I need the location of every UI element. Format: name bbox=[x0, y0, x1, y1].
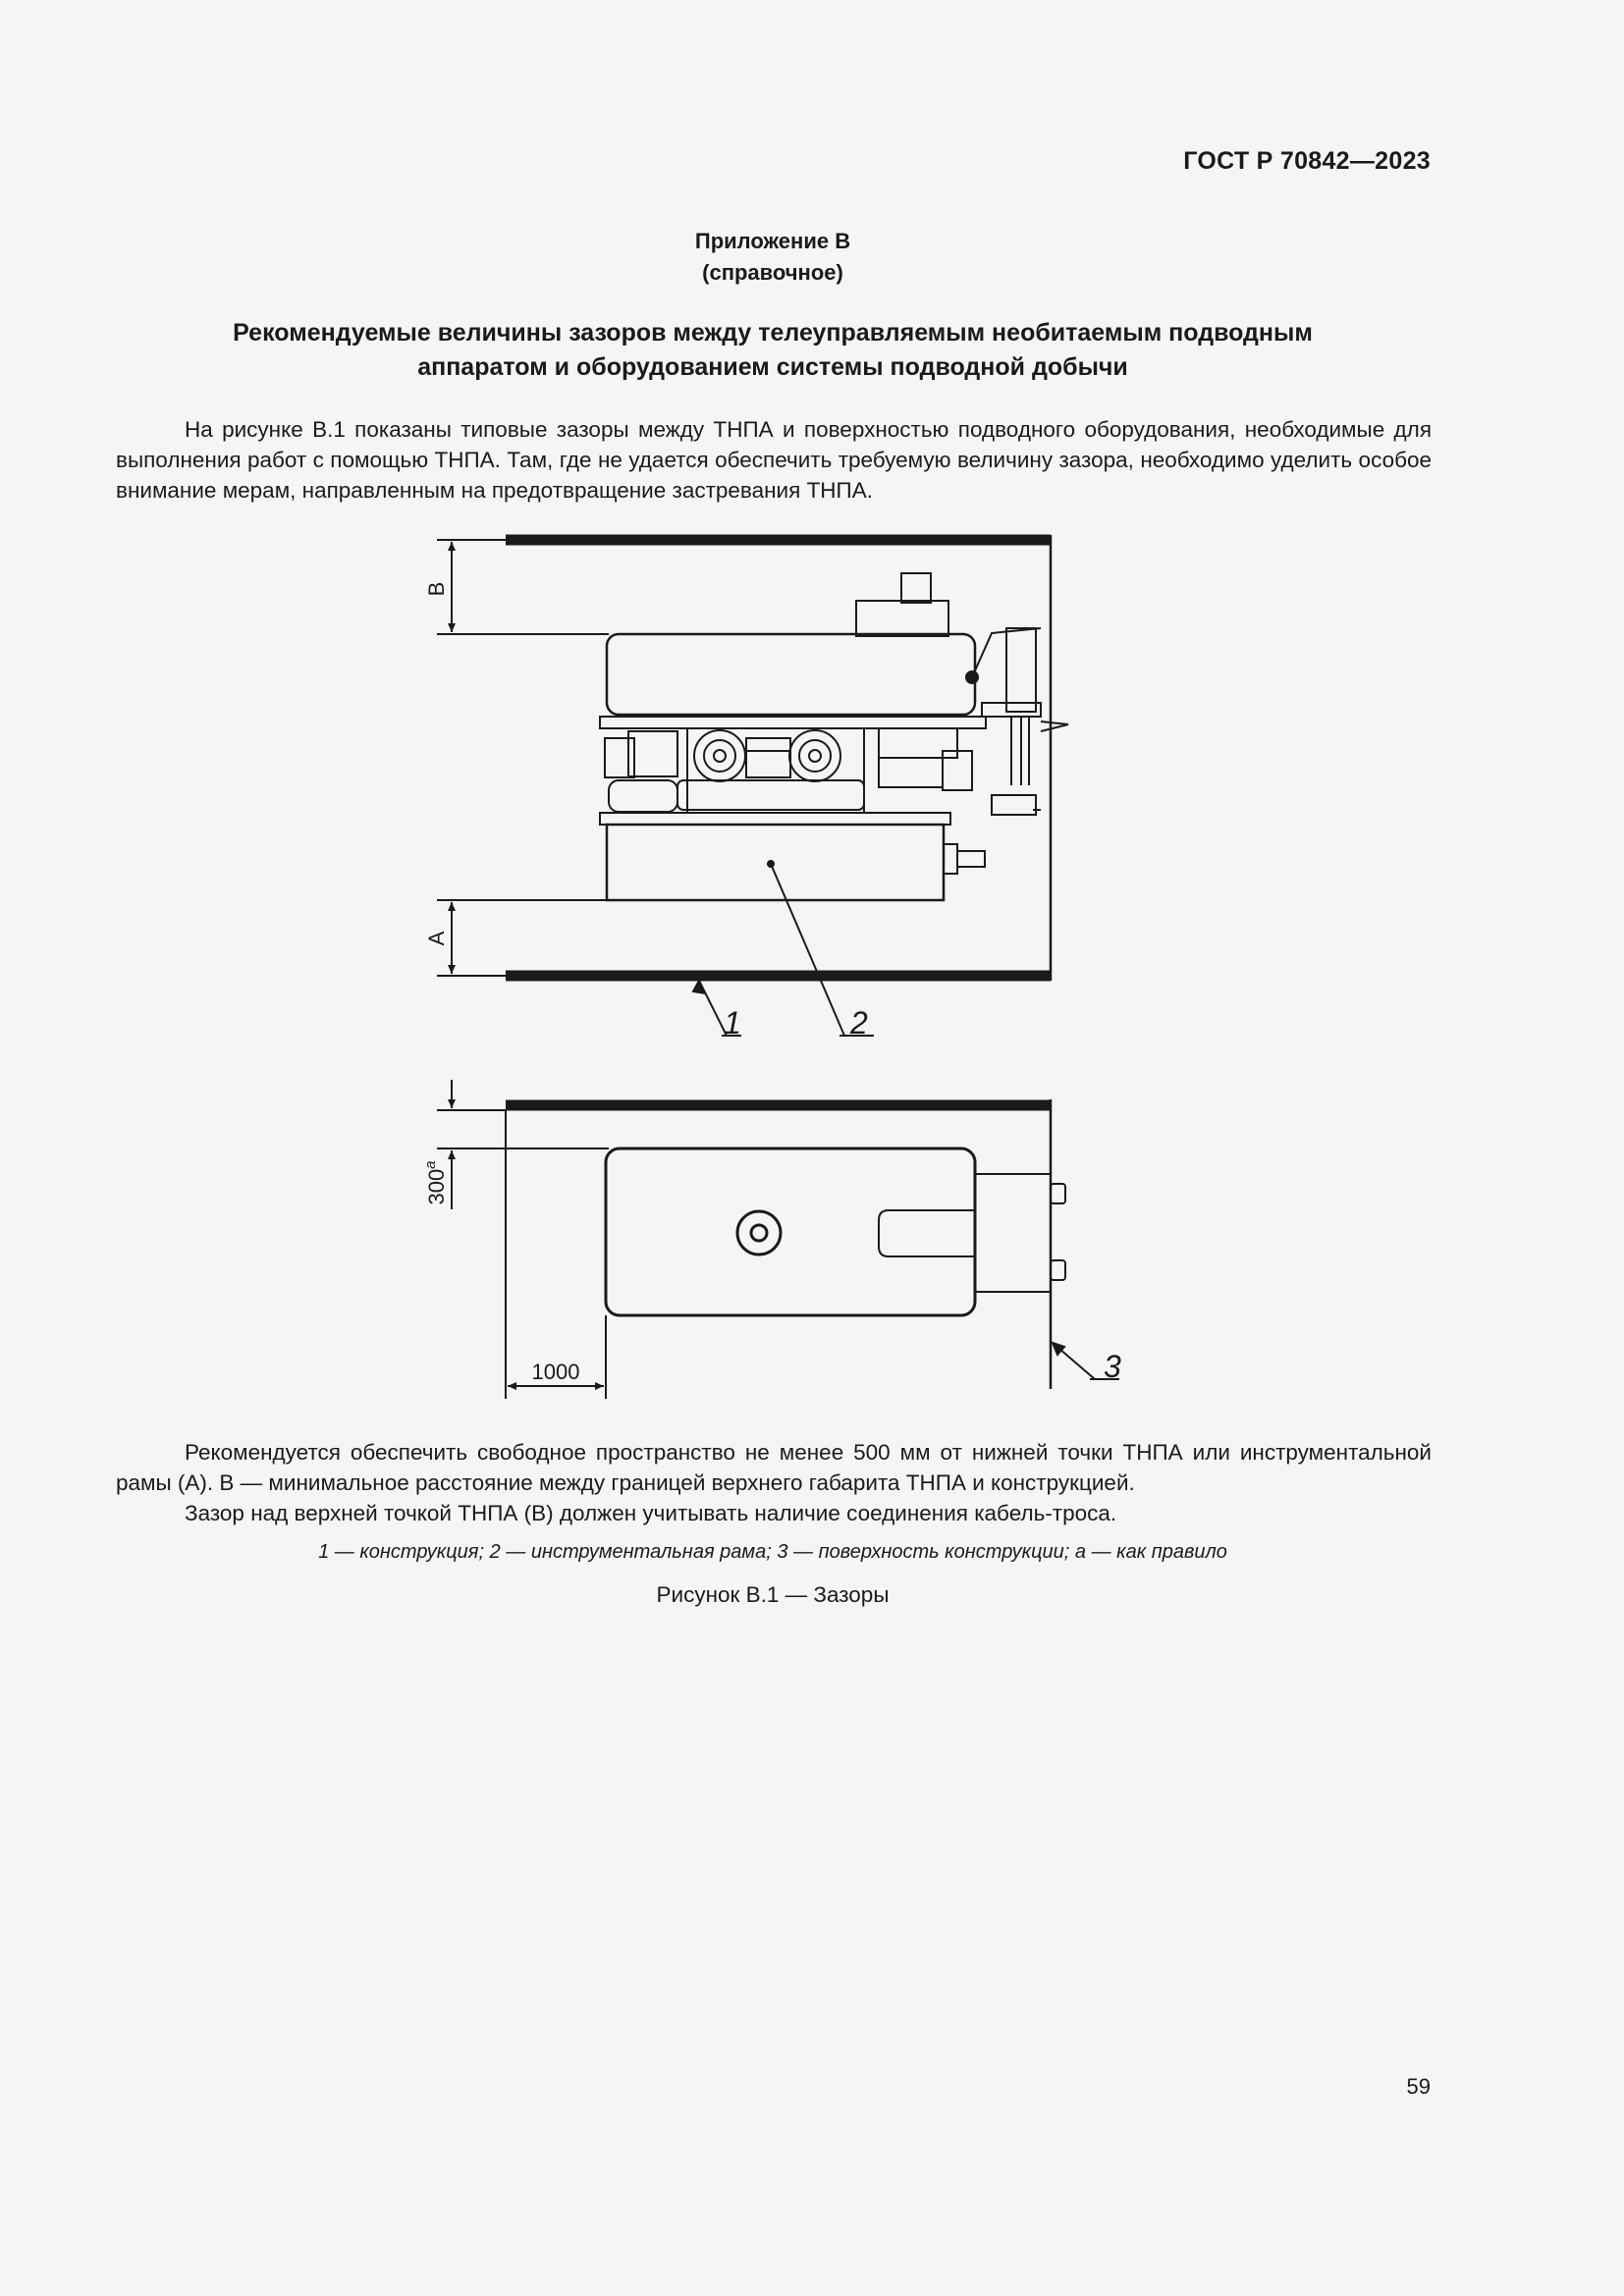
rov-top-cap bbox=[901, 573, 931, 603]
note-2: Зазор над верхней точкой ТНПА (В) должен учитывать наличие соединения кабель-троса. bbox=[185, 1501, 1117, 1525]
tool-frame bbox=[607, 825, 944, 900]
page-number: 59 bbox=[1406, 2074, 1431, 2099]
section-title-line-2: аппаратом и оборудованием системы подводной добычи bbox=[417, 353, 1128, 381]
note-1: Рекомендуется обеспечить свободное пространство не менее 500 мм от нижней точки ТНПА или инструментальной рамы (А). В — минимальное расстояние между границей верхнего габарита ТНПА и конструкцией. bbox=[116, 1440, 1432, 1495]
rov-upper-hull bbox=[607, 634, 975, 715]
dim-a-label: A bbox=[424, 931, 449, 946]
dim-300-label bbox=[422, 1160, 449, 1204]
figure-caption: Рисунок В.1 — Зазоры bbox=[656, 1582, 890, 1607]
leader-2 bbox=[771, 864, 844, 1036]
rov-skid-plate bbox=[600, 717, 986, 728]
lower-view bbox=[437, 1080, 1119, 1399]
rov-tether-point bbox=[737, 1211, 781, 1255]
dim-1000-label: 1000 bbox=[531, 1360, 580, 1384]
callout-3: 3 bbox=[1104, 1349, 1121, 1384]
callout-1: 1 bbox=[724, 1005, 741, 1041]
document-standard-number: ГОСТ Р 70842—2023 bbox=[1183, 147, 1431, 175]
dim-300-value: 300 bbox=[424, 1168, 449, 1205]
appendix-title: Приложение В bbox=[694, 229, 851, 253]
figure-notes bbox=[116, 1437, 1432, 1528]
intro-text: На рисунке В.1 показаны типовые зазоры между ТНПА и поверхностью подводного оборудования, необходимые для выполнения работ с помощью ТНПА. Там, где не удается обеспечить требуемую величину зазора, необходимо уделить особое внимание мерам, направленным на предотвращение застревания ТНПА. bbox=[116, 417, 1432, 503]
appendix-status: (справочное) bbox=[702, 260, 843, 285]
dim-300-note: a bbox=[422, 1160, 439, 1169]
thruster-left bbox=[694, 730, 745, 781]
callout-2: 2 bbox=[850, 1005, 868, 1041]
upper-view bbox=[437, 535, 1068, 1036]
rov-top-module bbox=[856, 601, 948, 636]
thruster-right bbox=[789, 730, 840, 781]
section-title-line-1: Рекомендуемые величины зазоров между телеуправляемым необитаемым подводным bbox=[233, 319, 1313, 347]
dim-b-label: B bbox=[424, 581, 449, 597]
rov-top-view bbox=[606, 1148, 975, 1315]
rov-lower-skid bbox=[600, 813, 950, 825]
figure-legend: 1 — конструкция; 2 — инструментальная рама; 3 — поверхность конструкции; а — как правило bbox=[318, 1541, 1227, 1563]
